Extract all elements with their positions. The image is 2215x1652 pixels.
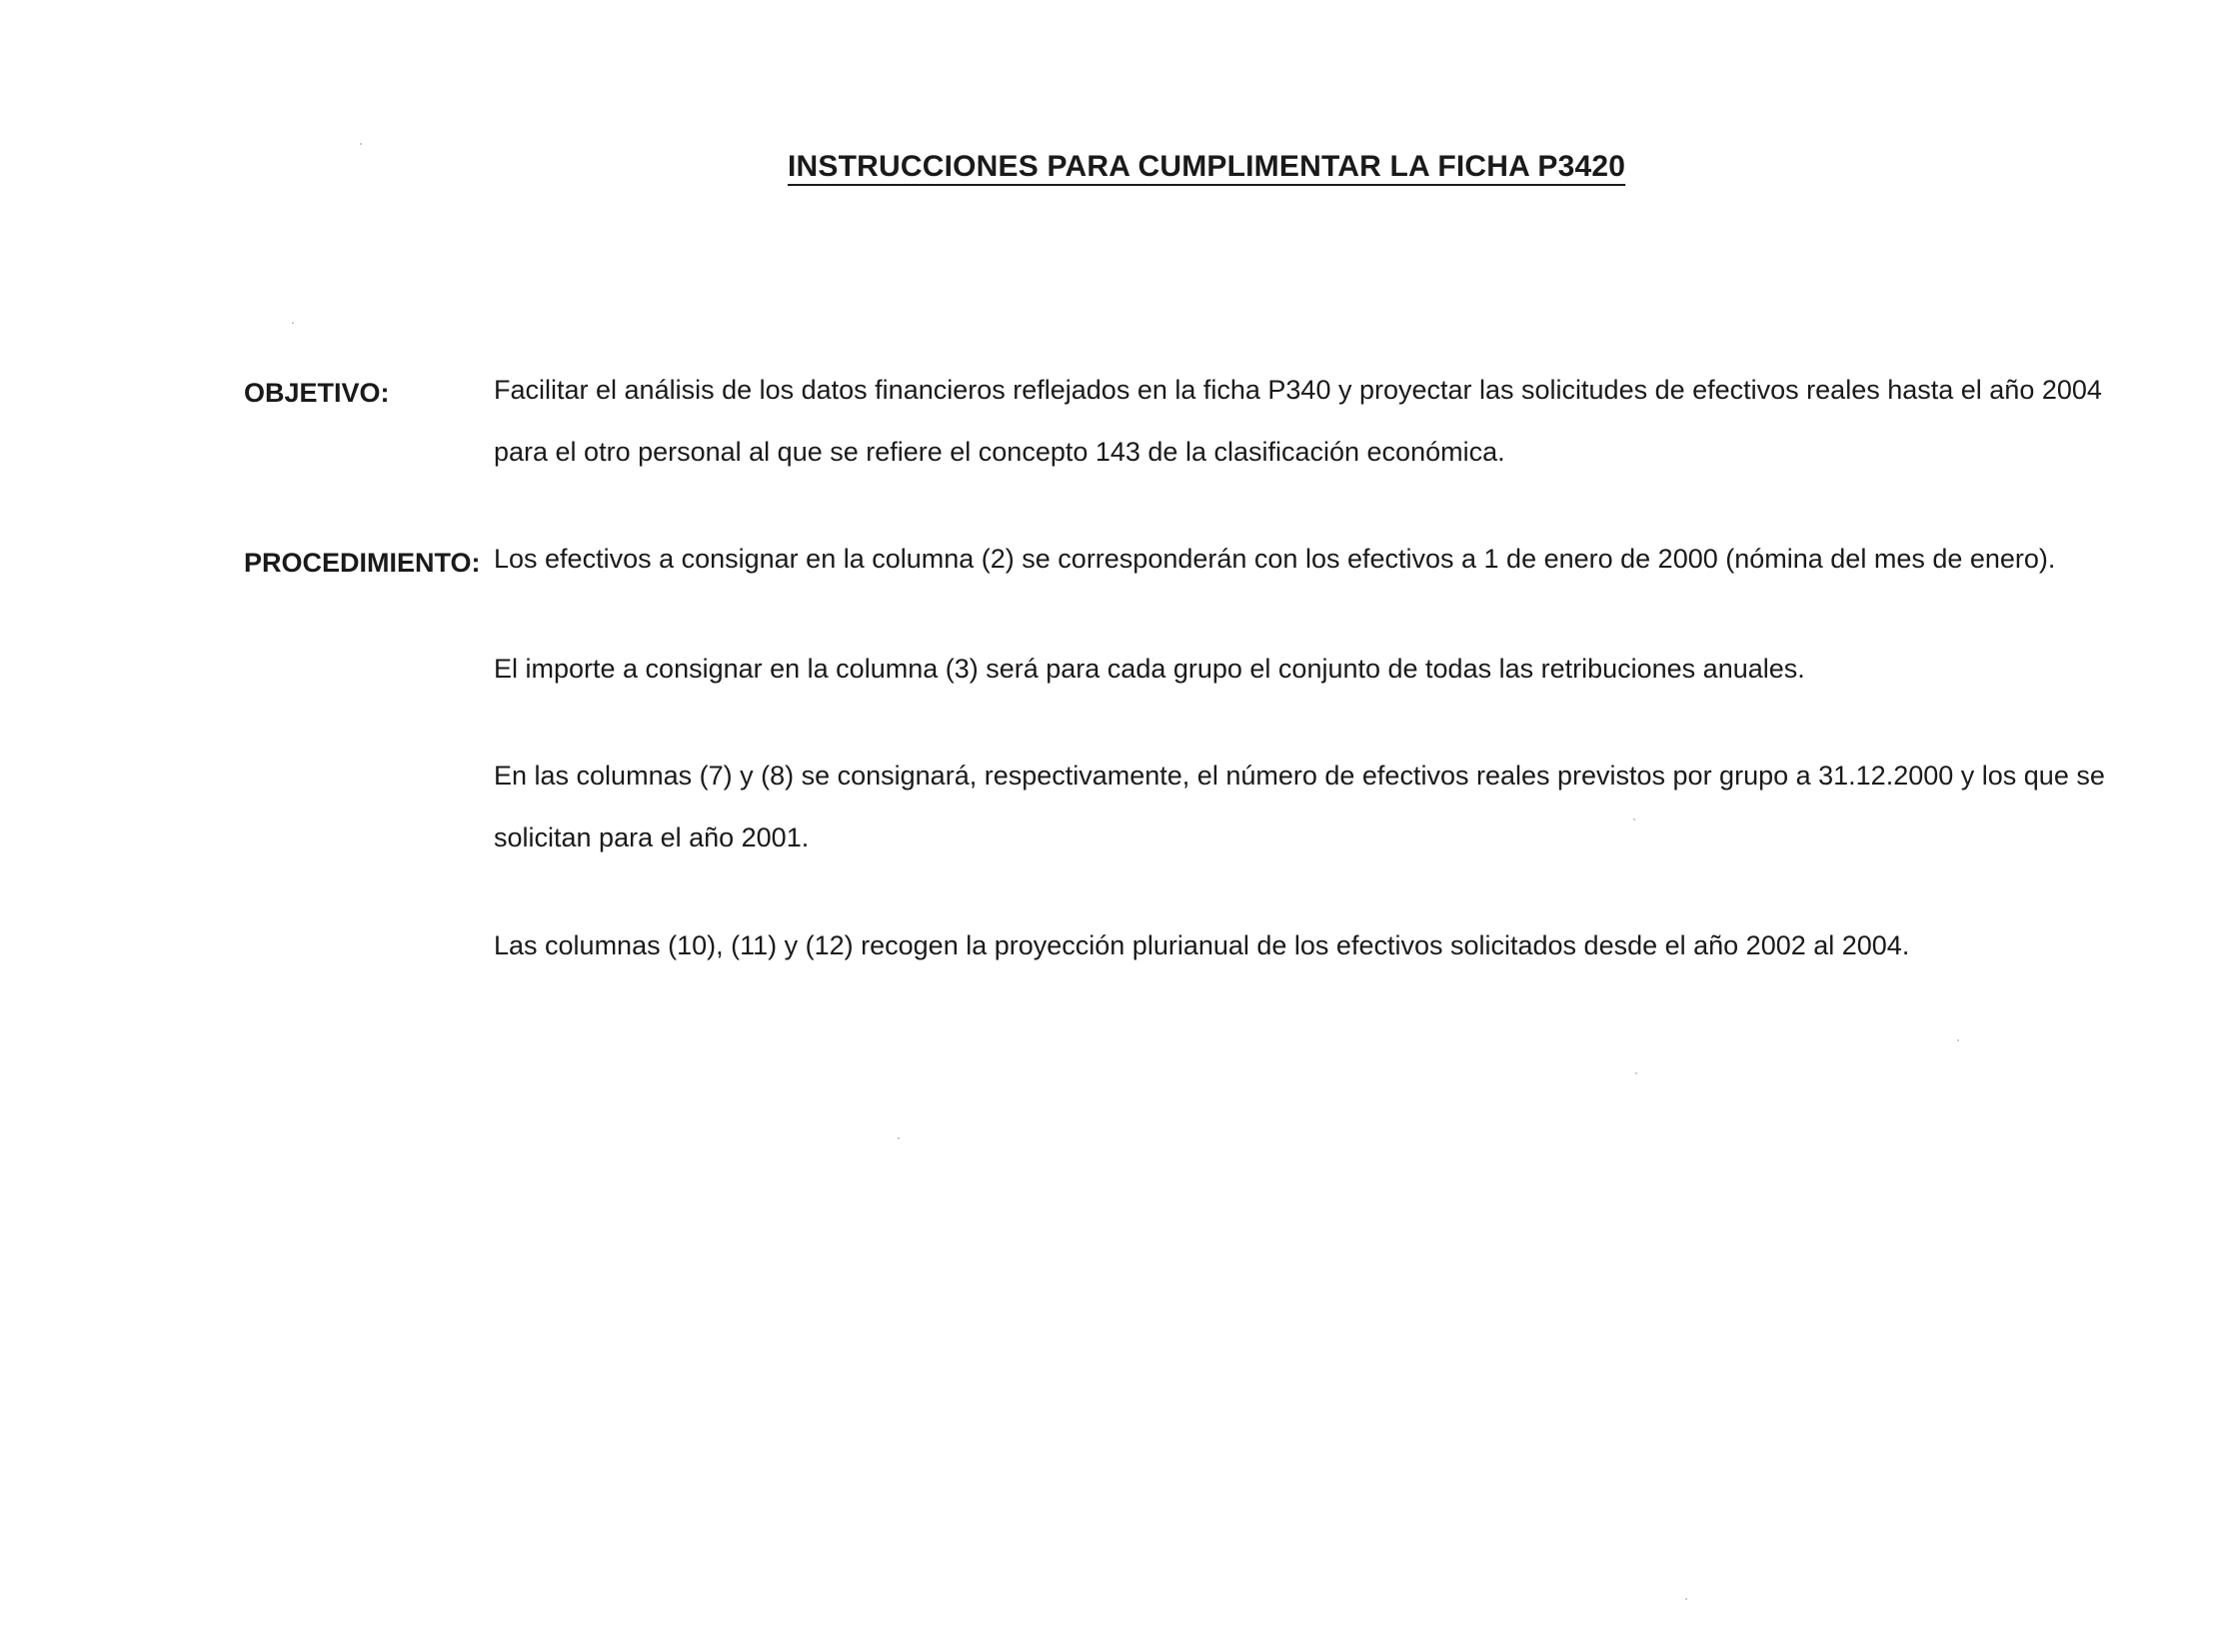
- paragraph-line: solicitan para el año 2001.: [494, 823, 810, 852]
- scan-speck: [1635, 1072, 1637, 1074]
- paragraph-line: Facilitar el análisis de los datos financieros reflejados en la ficha P340 y proyectar las solicitudes de efectivos reales hasta el año 2004: [494, 375, 2102, 405]
- section-label-procedimiento: PROCEDIMIENTO:: [244, 548, 481, 578]
- procedimiento-paragraph-4: [494, 914, 2153, 976]
- scan-speck: [360, 143, 362, 145]
- scan-speck: [1957, 1039, 1959, 1041]
- paragraph-line: En las columnas (7) y (8) se consignará, respectivamente, el número de efectivos reales previstos por grupo a 31.12.2000 y los que se: [494, 761, 2105, 791]
- procedimiento-paragraph-2: [494, 638, 2153, 700]
- paragraph-line: para el otro personal al que se refiere el concepto 143 de la clasificación económica.: [494, 437, 1505, 467]
- paragraph-line: Los efectivos a consignar en la columna (2) se corresponderán con los efectivos a 1 de enero de 2000 (nómina del mes de enero).: [494, 544, 2056, 574]
- objetivo-paragraph: [494, 359, 2153, 483]
- paragraph-line: El importe a consignar en la columna (3) será para cada grupo el conjunto de todas las retribuciones anuales.: [494, 654, 1805, 684]
- scan-speck: [292, 322, 294, 324]
- document-title: INSTRUCCIONES PARA CUMPLIMENTAR LA FICHA P3420: [788, 150, 1626, 183]
- scan-speck: [898, 1137, 900, 1139]
- paragraph-line: Las columnas (10), (11) y (12) recogen la proyección plurianual de los efectivos solicitados desde el año 2002 al 2004.: [494, 930, 1910, 960]
- section-label-objetivo: OBJETIVO:: [244, 378, 390, 408]
- procedimiento-paragraph-3: [494, 745, 2153, 868]
- scan-speck: [1685, 1598, 1687, 1600]
- procedimiento-paragraph-1: [494, 528, 2153, 590]
- scan-speck: [1633, 819, 1635, 821]
